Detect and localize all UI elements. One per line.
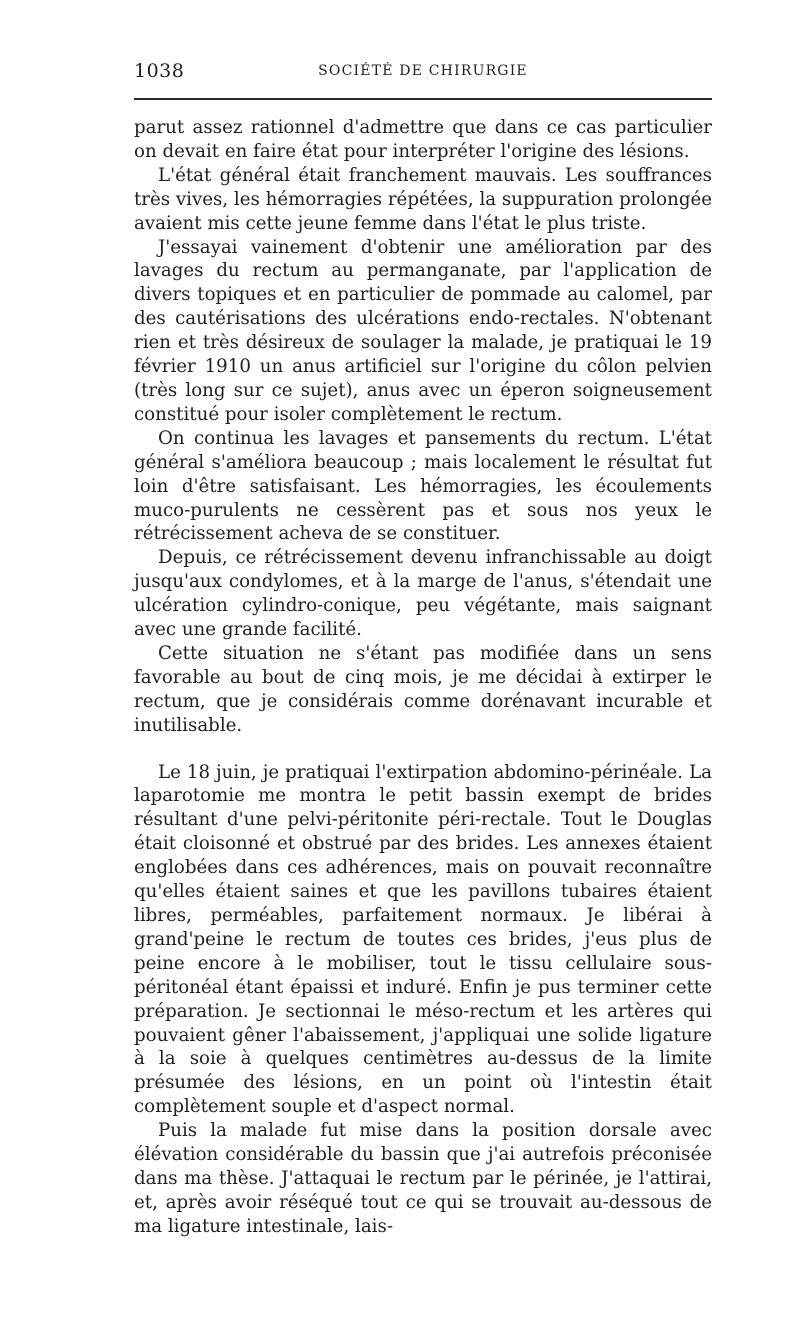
body-text: [134, 116, 712, 1239]
running-title: SOCIÉTÉ DE CHIRURGIE: [318, 63, 528, 79]
paragraph-decision: Cette situation ne s'étant pas modifiée dans un sens favorable au bout de cinq mois, je me décidai à extirper le rectum, que je considérais comme dorénavant incurable et inutilisable.: [134, 642, 712, 736]
paragraph-dressings: On continua les lavages et pansements du rectum. L'état général s'améliora beaucoup ; mais localement le résultat fut loin d'être satisfaisant. Les hémorragies, les écoulements muco-purulents ne cessèrent pas et sous nos yeux le rétrécissement acheva de se constituer.: [134, 427, 712, 545]
paragraph-artificial-anus: J'essayai vainement d'obtenir une amélioration par des lavages du rectum au permanganate, par l'application de divers topiques et en particulier de pommade au calomel, par des cautérisations des ulcérations endo-rectales. N'obtenant rien et très désireux de soulager la malade, je pratiquai le 19 février 1910 un anus artificiel sur l'origine du côlon pelvien (très long sur ce sujet), anus avec un éperon soigneusement constitué pour isoler complètement le rectum.: [134, 236, 712, 425]
paragraph-continuation: parut assez rationnel d'admettre que dans ce cas particulier on devait en faire état pour interpréter l'origine des lésions.: [134, 117, 712, 162]
page-header: [134, 60, 712, 88]
header-rule: [134, 98, 712, 100]
paragraph-extirpation: Le 18 juin, je pratiquai l'extirpation abdomino-périnéale. La laparotomie me montra le petit bassin exempt de brides résultant d'une pelvi-péritonite péri-rectale. Tout le Douglas était cloisonné et obstrué par des brides. Les annexes étaient englobées dans ces adhérences, mais on pouvait reconnaître qu'elles étaient saines et que les pavillons tubaires étaient libres, perméables, parfaitement normaux. Je libérai à grand'peine le rectum de toutes ces brides, j'eus plus de peine encore à le mobiliser, tout le tissu cellulaire sous-péritonéal étant épaissi et induré. Enfin je pus terminer cette préparation. Je sectionnai le méso-rectum et les artères qui pouvaient gêner l'abaissement, j'appliquai une solide ligature à la soie à quelques centimètres au-dessus de la limite présumée des lésions, en un point où l'intestin était complètement souple et d'aspect normal.: [134, 761, 712, 1118]
paragraph-perineal-step: Puis la malade fut mise dans la position dorsale avec élévation considérable du bassin que j'ai autrefois préconisée dans ma thèse. J'attaquai le rectum par le périnée, je l'attirai, et, après avoir réséqué tout ce qui se trouvait au-dessous de ma ligature intestinale, lais-: [134, 1120, 712, 1237]
page-number: 1038: [134, 60, 185, 82]
paragraph-general-state: L'état général était franchement mauvais. Les souffrances très vives, les hémorragies répétées, la suppuration prolongée avaient mis cette jeune femme dans l'état le plus triste.: [134, 164, 712, 234]
paragraph-stricture: Depuis, ce rétrécissement devenu infranchissable au doigt jusqu'aux condylomes, et à la marge de l'anus, s'étendait une ulcération cylindro-conique, peu végétante, mais saignant avec une grande facilité.: [134, 547, 712, 641]
